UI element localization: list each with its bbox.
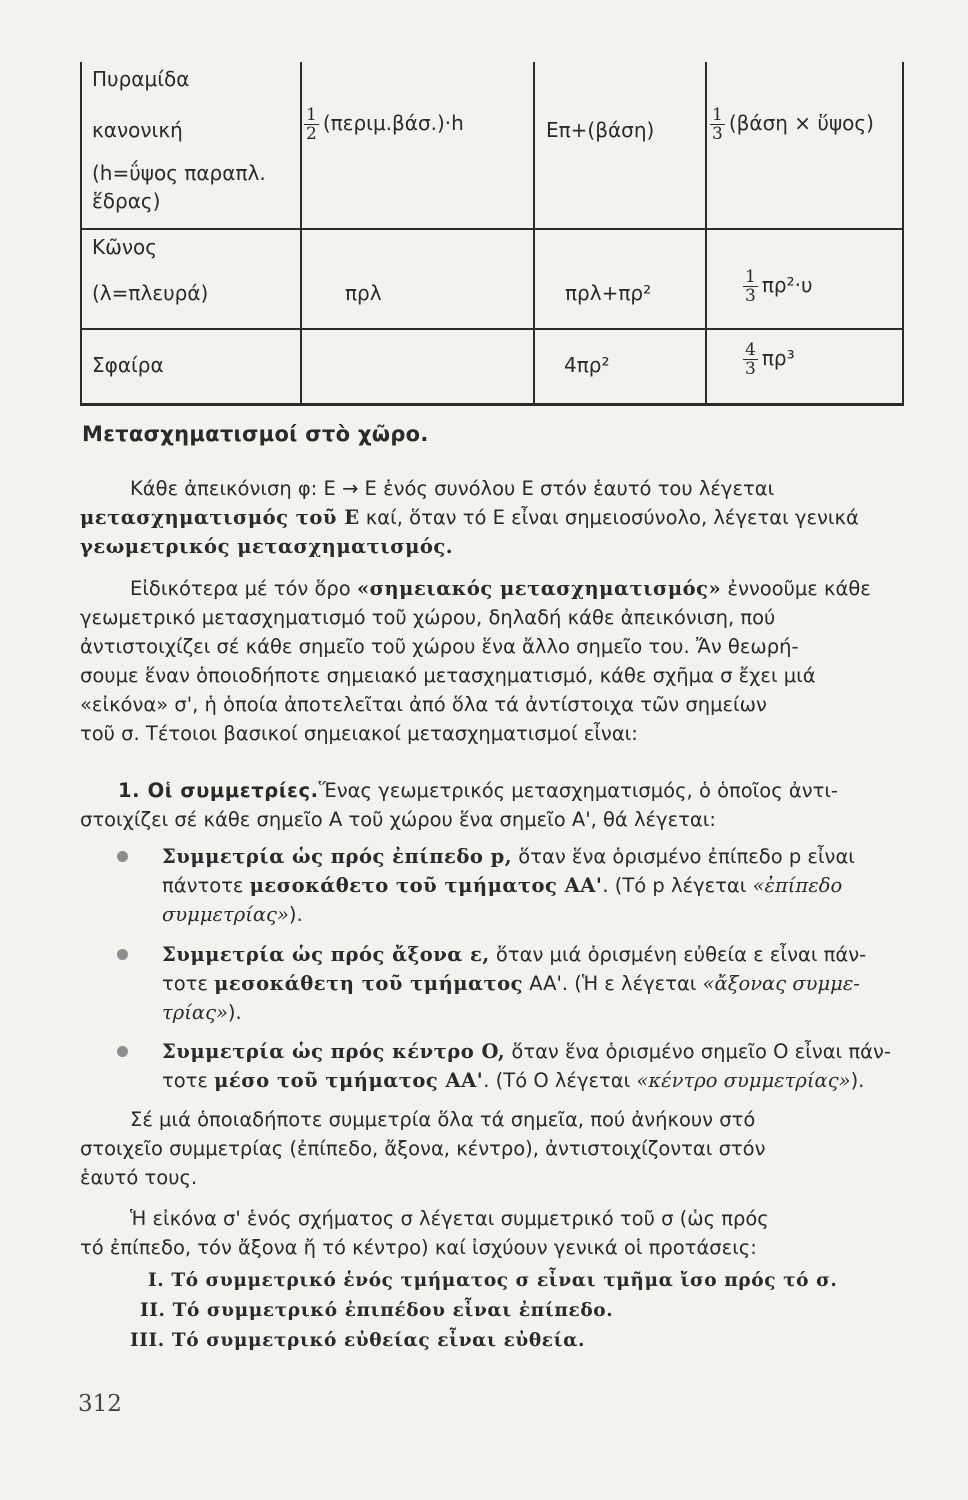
pyramid-volume (710, 106, 874, 143)
bold-term: Συμμετρία ὡς πρός ἐπίπεδο p, (162, 845, 513, 868)
fraction-denominator: 3 (712, 124, 723, 144)
italic-term: «ἐπίπεδο (752, 874, 843, 897)
fraction-numerator: 4 (745, 340, 756, 360)
cone-volume (743, 268, 813, 305)
table-divider-col1 (300, 62, 302, 406)
pyramid-name-line-2: κανονική (92, 118, 183, 142)
text-line: τοῦ σ. Τέτοιοι βασικοί σημειακοί μετασχηματισμοί εἶναι: (80, 722, 638, 745)
proposition-1: I. Τό συμμετρικό ἑνός τμήματος σ εἶναι τμῆμα ἴσο πρός τό σ. (148, 1270, 838, 1291)
bullet-marker (117, 1046, 128, 1057)
fraction-numerator: 1 (306, 105, 317, 125)
paragraph-image-symmetric (80, 1204, 898, 1262)
bold-term: Συμμετρία ὡς πρός κέντρο O, (162, 1040, 506, 1063)
pyramid-name-line-1: Πυραμίδα (92, 67, 190, 91)
fraction (743, 268, 758, 305)
proposition-3: III. Τό συμμετρικό εὐθείας εἶναι εὐθεία. (130, 1330, 586, 1351)
paragraph-fixed-points (80, 1105, 898, 1192)
fraction-denominator: 2 (306, 124, 317, 144)
solids-formula-table (80, 62, 904, 406)
fraction-numerator: 1 (712, 105, 723, 125)
bullet-plane-symmetry (162, 842, 898, 929)
bullet-axis-symmetry (162, 940, 898, 1027)
text-line (162, 940, 898, 969)
text-line: στοιχεῖο συμμετρίας (ἐπίπεδο, ἄξονα, κέντρο), ἀντιστοιχίζονται στόν (80, 1137, 766, 1160)
text-fragment: ἐννοοῦμε κάθε (721, 577, 871, 600)
bold-term: μεσοκάθετη τοῦ τμήματος (214, 972, 524, 995)
text-line: Σέ μιά ὁποιαδήποτε συμμετρία ὅλα τά σημεῖα, πού ἀνήκουν στό (130, 1108, 756, 1131)
cone-total-area: πρλ+πρ² (565, 281, 652, 305)
sphere-volume-formula: πρ³ (761, 346, 795, 370)
text-line (162, 871, 898, 900)
text-line: σουμε ἕναν ὁποιοδήποτε σημειακό μετασχηματισμό, κάθε σχῆμα σ ἔχει μιά (80, 664, 816, 687)
sphere-name: Σφαίρα (92, 353, 164, 377)
proposition-2: II. Τό συμμετρικό ἐπιπέδου εἶναι ἐπίπεδο. (140, 1300, 614, 1321)
text-line: Ἡ εἰκόνα σ' ἑνός σχήματος σ λέγεται συμμετρικό τοῦ σ (ὡς πρός (130, 1207, 769, 1230)
bold-term: γεωμετρικός μετασχηματισμός. (80, 535, 454, 558)
text-fragment: . (Τό O λέγεται (483, 1069, 637, 1092)
text-fragment: καί, ὅταν τό E εἶναι σημειοσύνολο, λέγεται γενικά (359, 506, 859, 529)
pyramid-volume-formula: (βάση × ὕψος) (728, 111, 874, 135)
italic-term: «κέντρο συμμετρίας» (636, 1069, 851, 1092)
text-fragment: Εἰδικότερα μέ τόν ὅρο (130, 577, 357, 600)
text-fragment: ). (288, 903, 303, 926)
italic-term: τρίας» (162, 1001, 228, 1024)
table-border-left (80, 62, 82, 406)
table-divider-col3 (705, 62, 707, 406)
paragraph-definition (80, 474, 898, 561)
sphere-volume (743, 341, 795, 378)
text-line: «εἰκόνα» σ', ἡ ὁποία ἀποτελεῖται ἀπό ὅλα τά ἀντίστοιχα τῶν σημείων (80, 693, 767, 716)
cone-name-line-2: (λ=πλευρά) (92, 281, 209, 305)
text-fragment: Ἕνας γεωμετρικός μετασχηματισμός, ὁ ὁποῖος ἀντι- (318, 779, 838, 802)
pyramid-lateral-formula: (περιμ.βάσ.)·h (322, 111, 464, 135)
text-line: γεωμετρικό μετασχηματισμό τοῦ χώρου, δηλαδή κάθε ἀπεικόνιση, πού (80, 606, 776, 629)
text-line: ἀντιστοιχίζει σέ κάθε σημεῖο τοῦ χώρου ἕνα ἄλλο σημεῖο του. Ἄν θεωρή- (80, 635, 799, 658)
table-row-rule-1 (80, 228, 904, 230)
bold-term: μέσο τοῦ τμήματος AA' (214, 1069, 484, 1092)
text-fragment: . (Τό p λέγεται (602, 874, 753, 897)
cone-name-line-1: Κῶνος (92, 235, 158, 259)
sphere-total-area: 4πρ² (564, 353, 610, 377)
text-fragment: πάντοτε (162, 874, 250, 897)
fraction (710, 106, 725, 143)
pyramid-total-area: Eπ+(βάση) (546, 118, 655, 142)
bullet-marker (117, 949, 128, 960)
bold-term: μετασχηματισμός τοῦ E (80, 506, 360, 529)
text-line (80, 503, 898, 532)
table-divider-col2 (533, 62, 535, 406)
bullet-marker (117, 851, 128, 862)
fraction-denominator: 3 (745, 359, 756, 379)
italic-term: «ἄξονας συμμε- (702, 972, 860, 995)
text-line (162, 1066, 898, 1095)
cone-lateral-area: πρλ (345, 281, 382, 305)
text-line: στοιχίζει σέ κάθε σημεῖο A τοῦ χώρου ἕνα σημεῖο A', θά λέγεται: (80, 808, 716, 831)
bold-term: «σημειακός μετασχηματισμός» (356, 577, 722, 600)
text-line (162, 842, 898, 871)
text-line (162, 969, 898, 998)
text-fragment: AA'. (Ἡ ε λέγεται (523, 972, 703, 995)
section-heading: Μετασχηματισμοί στὸ χῶρο. (82, 422, 429, 446)
pyramid-name-line-4: ἕδρας) (92, 189, 161, 213)
cone-volume-formula: πρ²·υ (761, 273, 813, 297)
bold-term: Συμμετρία ὡς πρός ἄξονα ε, (162, 943, 490, 966)
text-fragment: τοτε (162, 1069, 215, 1092)
table-row-rule-2 (80, 328, 904, 330)
fraction (304, 106, 319, 143)
text-line: ἑαυτό τους. (80, 1166, 198, 1189)
pyramid-lateral-area (304, 106, 464, 143)
text-line (80, 574, 898, 603)
paragraph-point-transformation (80, 574, 898, 748)
subsection-title: 1. Οἱ συμμετρίες. (118, 779, 319, 802)
bold-term: μεσοκάθετο τοῦ τμήματος AA' (249, 874, 603, 897)
page-number: 312 (78, 1391, 122, 1417)
fraction-numerator: 1 (745, 267, 756, 287)
table-border-right (902, 62, 904, 406)
propositions-list (130, 1266, 837, 1356)
table-border-bottom (80, 403, 904, 406)
fraction (743, 341, 758, 378)
pyramid-name-line-3: (h=ΰψος παραπλ. (92, 161, 266, 185)
text-line: Κάθε ἀπεικόνιση φ: E → E ἑνός συνόλου E στόν ἑαυτό του λέγεται (130, 477, 775, 500)
text-line (162, 900, 898, 929)
text-line (80, 776, 898, 805)
text-fragment: ὅταν ἕνα ὁρισμένο ἐπίπεδο p εἶναι (512, 845, 855, 868)
text-fragment: ὅταν ἕνα ὁρισμένο σημεῖο O εἶναι πάν- (505, 1040, 891, 1063)
text-fragment: τοτε (162, 972, 215, 995)
paragraph-symmetries (80, 776, 898, 834)
text-line (162, 998, 898, 1027)
text-fragment: ). (850, 1069, 865, 1092)
italic-term: συμμετρίας» (162, 903, 289, 926)
bullet-center-symmetry (162, 1037, 898, 1095)
text-line (162, 1037, 898, 1066)
text-fragment: ὅταν μιά ὁρισμένη εὐθεία ε εἶναι πάν- (489, 943, 867, 966)
text-fragment: ). (227, 1001, 242, 1024)
text-line: τό ἐπίπεδο, τόν ἄξονα ἤ τό κέντρο) καί ἰσχύουν γενικά οἱ προτάσεις: (80, 1236, 757, 1259)
fraction-denominator: 3 (745, 286, 756, 306)
